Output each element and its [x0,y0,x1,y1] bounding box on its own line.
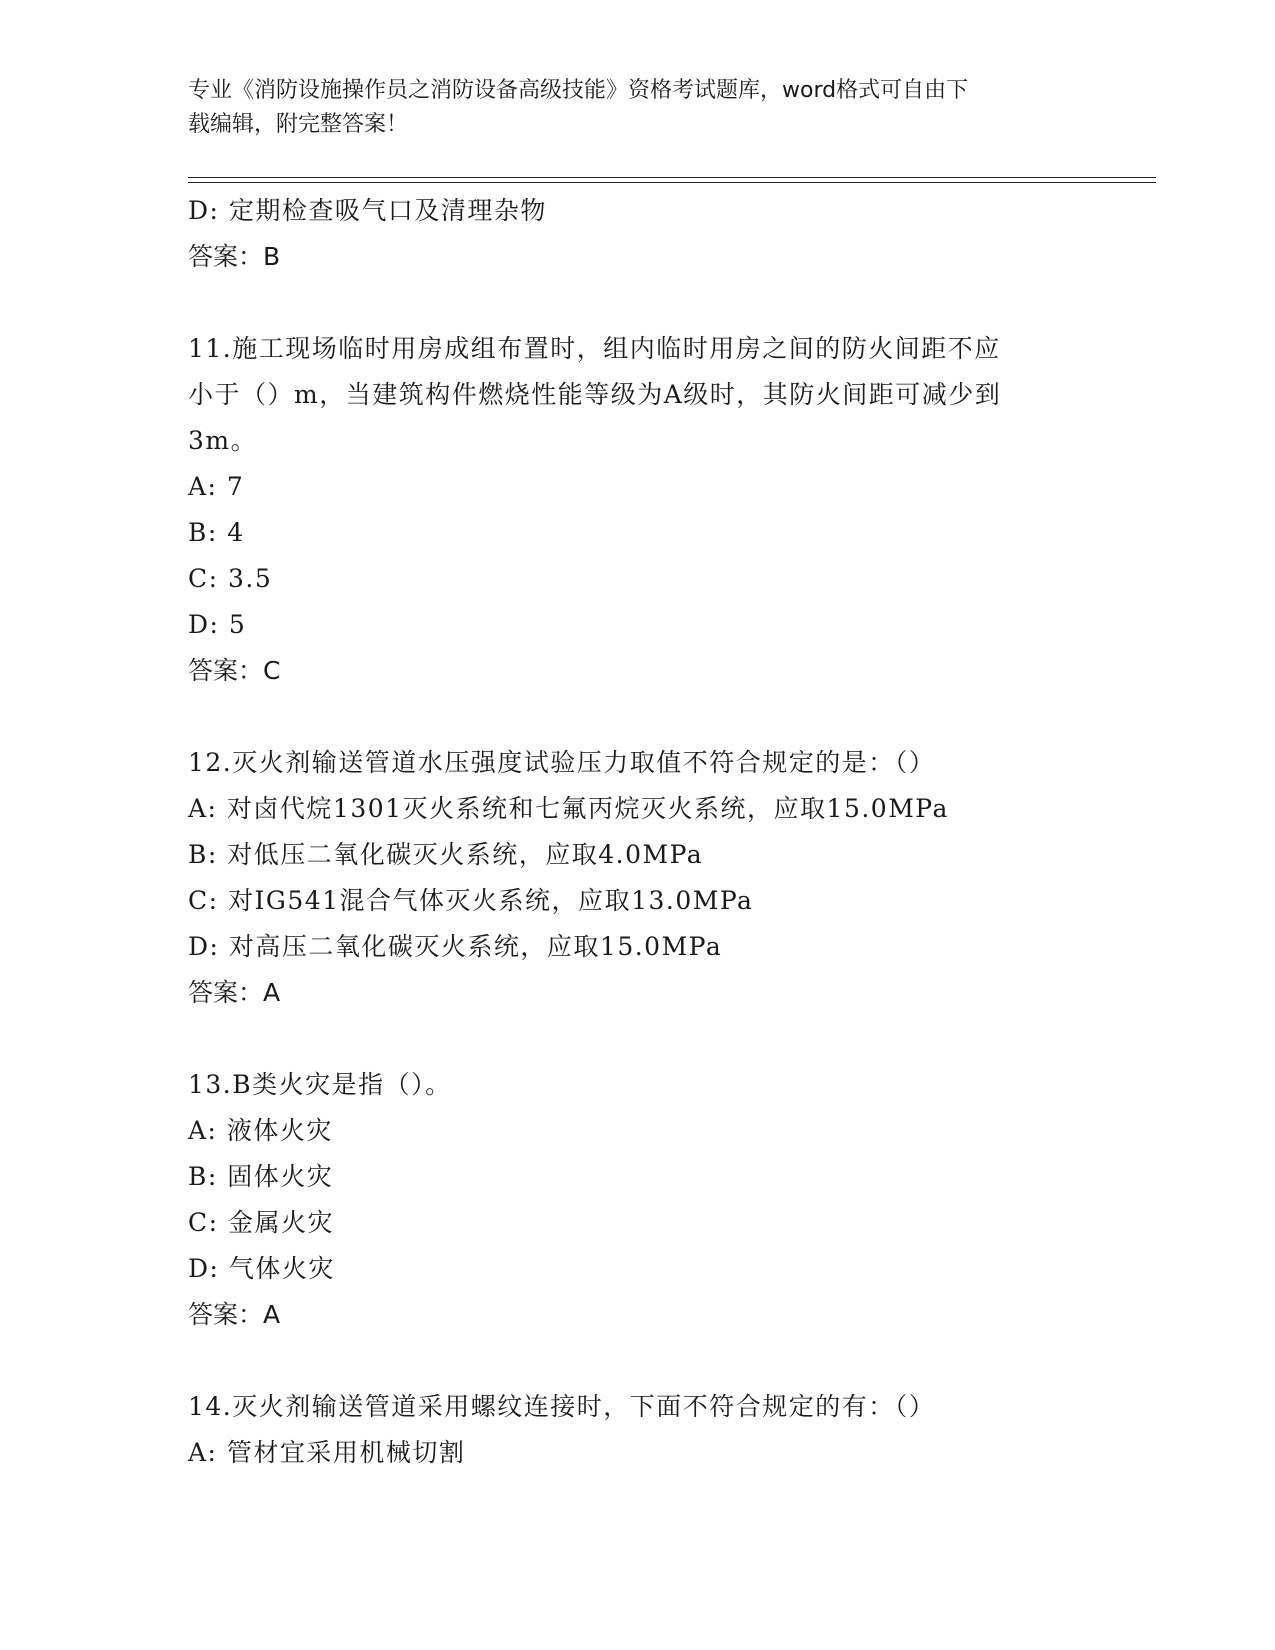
question-11 [188,326,1088,694]
option-d: D: 5 [188,610,247,639]
question-13 [188,1062,1088,1338]
question-stem-line: 14.灭火剂输送管道采用螺纹连接时，下面不符合规定的有：（） [188,1392,936,1421]
answer: 答案：A [188,1300,281,1329]
answer: 答案：C [188,656,281,685]
question-14 [188,1384,1088,1476]
option-a: A: 管材宜采用机械切割 [188,1438,466,1467]
option-b: B: 对低压二氧化碳灭火系统，应取4.0MPa [188,840,704,869]
option-b: B: 固体火灾 [188,1162,334,1191]
header-line-2: 载编辑，附完整答案！ [188,112,409,137]
option-c: C: 对IG541混合气体灭火系统，应取13.0MPa [188,886,754,915]
option-a: A: 液体火灾 [188,1116,333,1145]
header-divider-bottom [188,182,1156,183]
spacer [188,1016,1088,1062]
option-a: A: 7 [188,472,245,501]
question-stem-line: 11.施工现场临时用房成组布置时，组内临时用房之间的防火间距不应 [188,334,1001,363]
header-divider-top [188,177,1156,178]
option-c: C: 3.5 [188,564,273,593]
spacer [188,280,1088,326]
option-b: B: 4 [188,518,245,547]
question-12 [188,740,1088,1016]
option-a: A: 对卤代烷1301灭火系统和七氟丙烷灭火系统，应取15.0MPa [188,794,949,823]
option-d: D: 气体火灾 [188,1254,335,1283]
question-content [188,188,1088,1476]
header-line-1: 专业《消防设施操作员之消防设备高级技能》资格考试题库，word格式可自由下 [188,78,969,103]
answer: 答案：A [188,978,281,1007]
option-d: D: 对高压二氧化碳灭火系统，应取15.0MPa [188,932,723,961]
question-stem-line: 13.B类火灾是指（）。 [188,1070,452,1099]
document-header [188,74,1068,142]
spacer [188,694,1088,740]
question-stem-line: 3m。 [188,426,258,455]
prev-option-d: D: 定期检查吸气口及清理杂物 [188,196,547,225]
prev-answer: 答案：B [188,242,281,271]
question-stem-line: 12.灭火剂输送管道水压强度试验压力取值不符合规定的是：（） [188,748,936,777]
spacer [188,1338,1088,1384]
option-c: C: 金属火灾 [188,1208,334,1237]
question-stem-line: 小于（）m，当建筑构件燃烧性能等级为A级时，其防火间距可减少到 [188,380,1002,409]
